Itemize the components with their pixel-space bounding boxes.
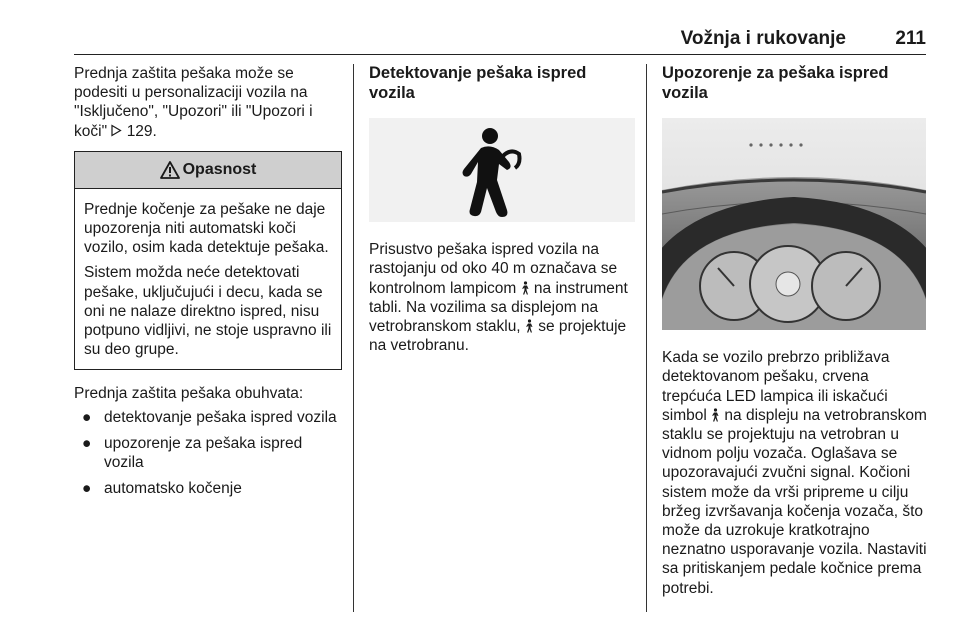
pedestrian-symbol-figure	[369, 118, 635, 227]
danger-paragraph: Sistem možda neće detektovati pešake, uključujući i decu, kada se oni ne nalaze direktno ispred, nisu potpuno vidljivi, ne stoje uspravno ili su deo grupe.	[84, 264, 332, 359]
danger-header	[75, 152, 341, 189]
page-reference-icon	[111, 124, 122, 137]
warning-paragraph: Kada se vozilo prebrzo približava detektovanom pešaku, crvena trepćuća LED lampica ili iskačući simbol na displeju na vetrobranskom staklu se projektuju na vetrobran u vidnom polju vozača. Oglašava se upozoravajući zvučni signal. Kočioni sistem može da vrši pripreme u cilju bržeg izvršavanja kočenja vozača, što može da uzrokuje kratkotrajno neznatno usporavanje vozila. Nastaviti sa pritiskanjem pedale kočnice prema potrebi.	[662, 349, 927, 597]
section-title: Vožnja i rukovanje	[680, 28, 846, 49]
danger-box	[74, 151, 342, 371]
column-middle	[369, 64, 635, 355]
page-number: 211	[895, 28, 926, 49]
section-heading: Detektovanje pešaka ispred vozila	[369, 64, 587, 102]
list-item: ● upozorenje za pešaka ispred vozila	[82, 434, 303, 472]
list-intro: Prednja zaštita pešaka obuhvata:	[74, 385, 304, 403]
column-right	[662, 64, 928, 598]
pedestrian-icon	[711, 408, 720, 422]
section-heading: Upozorenje za pešaka ispred vozila	[662, 64, 889, 102]
intro-paragraph: Prednja zaštita pešaka može se podesiti u personalizaciji vozila na "Isključeno", "Upozori" ili "Upozori i koči" 129.	[74, 65, 313, 140]
page-reference-link[interactable]: 129.	[126, 122, 157, 140]
feature-list	[74, 408, 342, 499]
column-left	[74, 64, 342, 505]
column-divider	[353, 64, 354, 612]
danger-body	[75, 189, 341, 370]
list-item: ● automatsko kočenje	[82, 480, 242, 498]
page-header	[74, 28, 926, 55]
dashboard-photo	[662, 118, 928, 335]
dashboard-illustration	[662, 118, 926, 330]
column-divider	[646, 64, 647, 612]
pedestrian-icon	[369, 118, 635, 222]
danger-paragraph: Prednje kočenje za pešake ne daje upozorenja niti automatski koči vozilo, osim kada detektuje pešaka.	[84, 200, 329, 257]
pedestrian-icon	[521, 281, 530, 295]
list-item: ● detektovanje pešaka ispred vozila	[82, 408, 337, 426]
pedestrian-icon	[525, 319, 534, 333]
warning-triangle-icon	[160, 161, 180, 179]
detection-paragraph: Prisustvo pešaka ispred vozila na rastojanju od oko 40 m označava se kontrolnom lampicom na instrument tabli. Na vozilima sa displejom na vetrobranskom staklu, se projektuje na vetrobranu.	[369, 241, 628, 355]
danger-title: Opasnost	[182, 161, 257, 179]
